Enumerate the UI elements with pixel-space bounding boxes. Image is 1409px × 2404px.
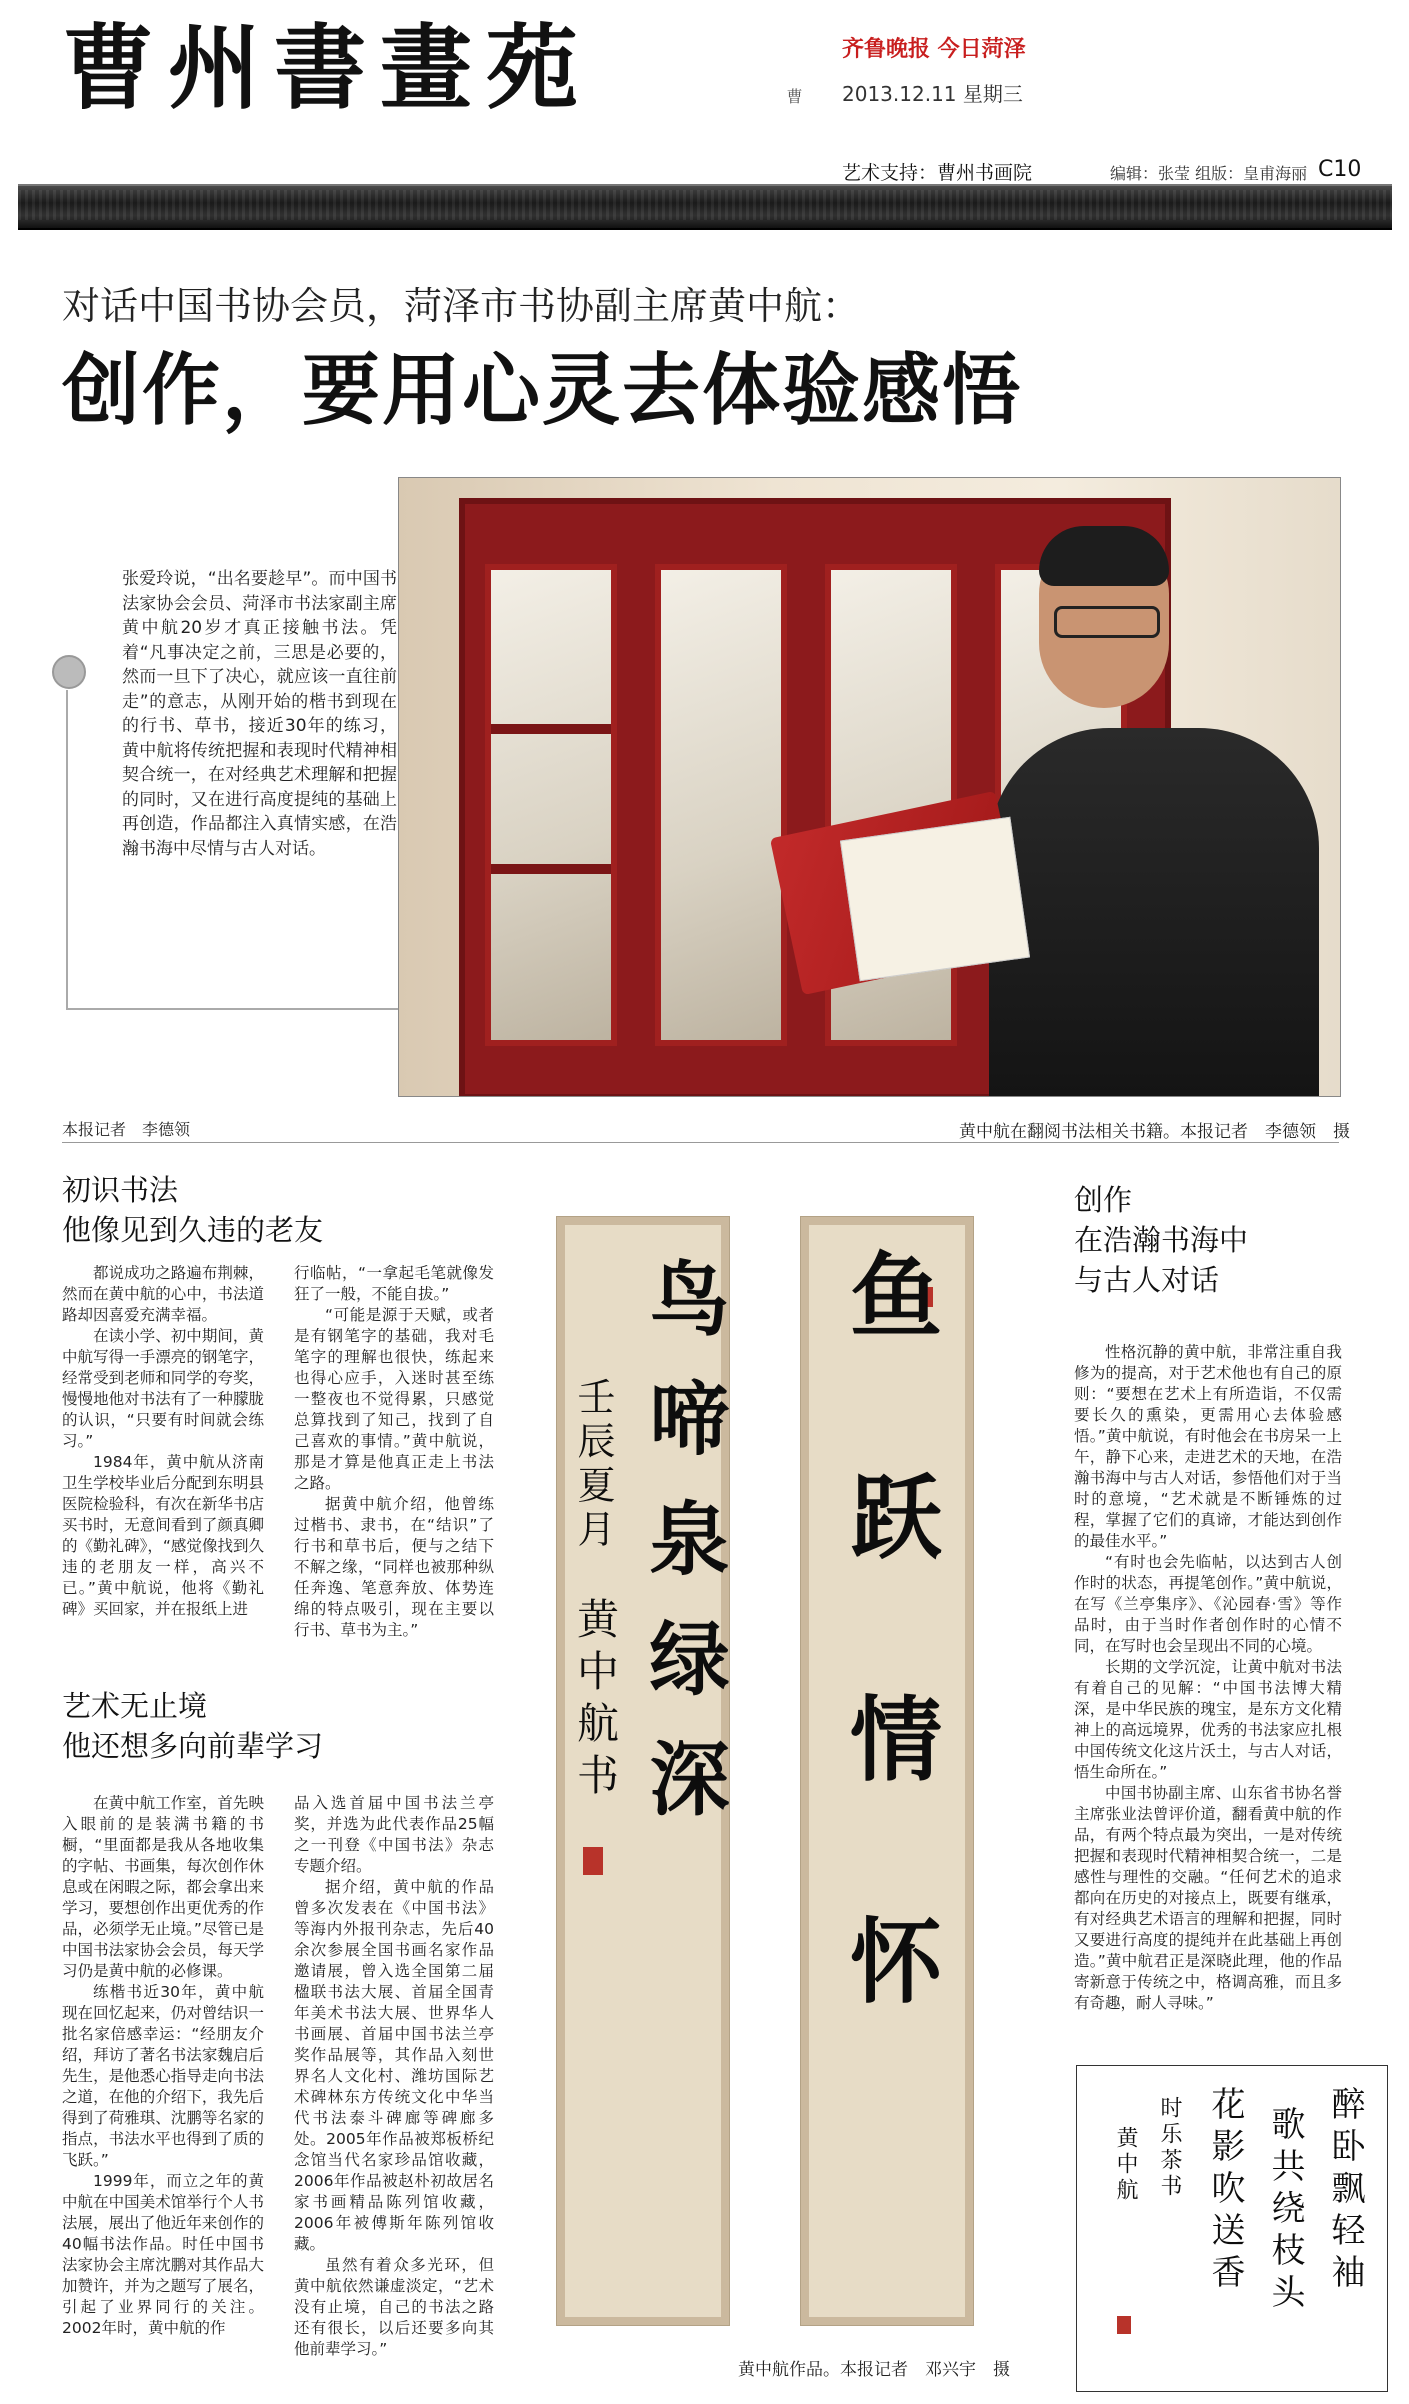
paragraph: 在黄中航工作室，首先映入眼前的是装满书籍的书橱，“里面都是我从各地收集的字帖、书画集，每次创作休息或在闲暇之际，都会拿出来学习，要想创作出更优秀的作品，必须学无止境。”尽管已是中国书法家协会会员，每天学习仍是黄中航的必修课。 <box>62 1794 264 1980</box>
photo-book-page <box>840 817 1030 982</box>
paragraph: 性格沉静的黄中航，非常注重自我修为的提高，对于艺术他也有自己的原则：“要想在艺术上有所造诣，不仅需要长久的熏染，更需用心去体验感悟。”黄中航说，有时他会在书房呆一上午，静下心来，走进艺术的天地，在浩瀚书海中与古人对话，参悟他们对于当时的意境，“艺术就是不断锤炼的过程，掌握了它们的真谛，才能达到创作的最佳水平。” <box>1074 1343 1342 1550</box>
section1-column2 <box>294 1263 494 1641</box>
paragraph: 据介绍，黄中航的作品曾多次发表在《中国书法》等海内外报刊杂志，先后40余次参展全国书画名家作品邀请展，曾入选全国第二届楹联书法大展、首届全国青年美术书法大展、世界华人书画展、首届中国书法兰亭奖作品展等，其作品入刻世界名人文化村、潍坊国际艺术碑林东方传统文化中华当代书法泰斗碑廊等碑廊多处。2005年作品被郑板桥纪念馆当代名家珍品馆收藏，2006年作品被赵朴初故居名家书画精品陈列馆收藏，2006年被傅斯年陈列馆收藏。 <box>294 1878 494 2253</box>
intro-rule-horizontal <box>66 1008 398 1010</box>
bookcase-pane <box>655 564 787 1046</box>
section2-title <box>62 1686 323 1766</box>
issue-date: 2013.12.11 星期三 <box>842 82 1023 106</box>
paragraph: 品入选首届中国书法兰亭奖，并选为此代表作品25幅之一刊登《中国书法》杂志专题介绍。 <box>294 1794 494 1875</box>
bookcase-shelf <box>491 864 611 874</box>
paragraph: 都说成功之路遍布荆棘，然而在黄中航的心中，书法道路却因喜爱充满幸福。 <box>62 1264 264 1324</box>
small-work-signature: 黄中航 <box>1113 2126 1138 2204</box>
paragraph: “可能是源于天赋，或者是有钢笔字的基础，我对毛笔字的理解也很快，练起来也得心应手，入迷时甚至练一整夜也不觉得累，只感觉总算找到了知己，找到了自己喜欢的事情。”黄中航说，那是才算是他真正走上书法之路。 <box>294 1306 494 1492</box>
masthead-seal: 曹 <box>784 88 803 104</box>
bookcase-shelf <box>491 724 611 734</box>
section2-title-line2: 他还想多向前辈学习 <box>62 1729 324 1763</box>
paragraph: 在读小学、初中期间，黄中航写得一手漂亮的钢笔字，经常受到老师和同学的夸奖，慢慢地他对书法有了一种朦胧的认识，“只要有时间就会练习。” <box>62 1327 264 1450</box>
inscription-signature: 黄中航书 <box>571 1597 620 1805</box>
photo-caption: 黄中航在翻阅书法相关书籍。本报记者 李德领 摄 <box>959 1122 1350 1142</box>
intro-bullet-icon <box>52 655 86 689</box>
paragraph: 1999年，而立之年的黄中航在中国美术馆举行个人书法展，展出了他近年来创作的40幅书法作品。时任中国书法家协会主席沈鹏对其作品大加赞许，并为之题写了展名，引起了业界同行的关注。2002年时，黄中航的作 <box>62 2172 264 2337</box>
artist-seal <box>583 1847 603 1875</box>
section1-title-line2: 他像见到久违的老友 <box>62 1213 324 1247</box>
left-scroll-text: 鸟啼泉绿深 <box>636 1257 730 1857</box>
small-work-column: 歌共绕枝头 <box>1265 2106 1305 2316</box>
small-work-inscription: 时乐茶书 <box>1157 2096 1182 2200</box>
section2-column1 <box>62 1793 264 2339</box>
masthead-title: 曹州書畫苑 <box>62 14 593 122</box>
section2-title-line1: 艺术无止境 <box>62 1689 208 1723</box>
section3-title-line2: 在浩瀚书海中 <box>1074 1223 1249 1257</box>
paragraph: 行临帖，“一拿起毛笔就像发狂了一般，不能自拔。” <box>294 1264 494 1303</box>
intro-rule-vertical <box>66 690 68 1008</box>
page-number: C10 <box>1318 157 1362 182</box>
section-divider <box>62 1142 1339 1143</box>
small-work-column: 花影吹送香 <box>1205 2086 1245 2296</box>
paragraph: “有时也会先临帖，以达到古人创作时的状态，再提笔创作。”黄中航说，在写《兰亭集序》、《沁园春·雪》等作品时，由于当时作者创作时的心情不同，在写时也会呈现出不同的心境。 <box>1074 1553 1342 1655</box>
art-support: 艺术支持：曹州书画院 <box>842 162 1033 184</box>
calligraphy-scroll-left <box>556 1216 730 2326</box>
section3-title-line3: 与古人对话 <box>1074 1263 1220 1297</box>
masthead-bar-texture <box>18 190 1392 220</box>
article-byline: 本报记者 李德领 <box>62 1120 191 1139</box>
photo-person-hair <box>1039 526 1169 586</box>
calligraphy-scroll-right <box>800 1216 974 2326</box>
section1-title <box>62 1170 323 1250</box>
section3-title <box>1074 1180 1248 1300</box>
editors: 编辑：张莹 组版：皇甫海丽 <box>1110 164 1308 183</box>
paragraph: 中国书协副主席、山东省书协名誉主席张业法曾评价道，翻看黄中航的作品，有两个特点最为突出，一是对传统把握和表现时代精神相契合统一，二是感性与理性的交融。“任何艺术的追求都向在历史的对接点上，既要有继承，有对经典艺术语言的理解和把握，同时又要进行高度的提纯并在此基础上再创造。”黄中航君正是深晓此理，他的作品寄新意于传统之中，格调高雅，而且多有奇趣，耐人寻味。” <box>1074 1784 1342 2012</box>
section2-column2 <box>294 1793 494 2360</box>
section3-column <box>1074 1342 1342 2014</box>
paragraph: 虽然有着众多光环，但黄中航依然谦虚淡定，“艺术没有止境，自己的书法之路还有很长，以后还要多向其他前辈学习。” <box>294 2256 494 2358</box>
right-scroll-text: 鱼跃情怀 <box>835 1247 943 2135</box>
paragraph: 长期的文学沉淀，让黄中航对书法有着自己的见解：“中国书法博大精深，是中华民族的瑰宝，是东方文化精神上的高远境界，优秀的书法家应扎根中国传统文化这片沃土，与古人对话，悟生命所在。” <box>1074 1658 1342 1781</box>
bookcase-pane <box>485 564 617 1046</box>
feature-photo <box>398 477 1341 1097</box>
small-work-column: 醉卧飘轻袖 <box>1325 2086 1365 2296</box>
paragraph: 练楷书近30年，黄中航现在回忆起来，仍对曾结识一批名家倍感幸运：“经朋友介绍，拜访了著名书法家魏启后先生，是他悉心指导走向书法之道，在他的介绍下，我先后得到了荷雅琪、沈鹏等名家的指点，书法水平也得到了质的飞跃。” <box>62 1983 264 2169</box>
article-kicker: 对话中国书协会员，菏泽市书协副主席黄中航： <box>62 284 861 328</box>
section1-title-line1: 初识书法 <box>62 1173 179 1207</box>
article-intro: 张爱玲说，“出名要趁早”。而中国书法家协会会员、菏泽市书法家副主席黄中航20岁才真正接触书法。凭着“凡事决定之前，三思是必要的，然而一旦下了决心，就应该一直往前走”的意志，从刚开始的楷书到现在的行书、草书，接近30年的练习，黄中航将传统把握和表现时代精神相契合统一，在对经典艺术理解和把握的同时，又在进行高度提纯的基础上再创造，作品都注入真情实感，在浩瀚书海中尽情与古人对话。 <box>122 569 397 859</box>
section3-title-line1: 创作 <box>1074 1183 1133 1217</box>
small-calligraphy-work <box>1076 2065 1388 2392</box>
inscription-date: 壬辰夏月 <box>571 1377 615 1553</box>
photo-person-glasses <box>1054 606 1160 638</box>
small-work-seal <box>1117 2316 1131 2334</box>
paragraph: 1984年，黄中航从济南卫生学校毕业后分配到东明县医院检验科，有次在新华书店买书时，无意间看到了颜真卿的《勤礼碑》，“感觉像找到久违的老朋友一样，高兴不已。”黄中航说，他将《勤礼碑》买回家，并在报纸上进 <box>62 1453 264 1618</box>
newspaper-brand: 齐鲁晚报 今日菏泽 <box>842 36 1026 62</box>
photo-person-coat <box>989 728 1319 1097</box>
paragraph: 据黄中航介绍，他曾练过楷书、隶书，在“结识”了行书和草书后，便与之结下不解之缘，“同样也被那种纵任奔逸、笔意奔放、体势连绵的特点吸引，现在主要以行书、草书为主。” <box>294 1495 494 1639</box>
article-headline: 创作，要用心灵去体验感悟 <box>62 346 1023 436</box>
section1-column1 <box>62 1263 264 1620</box>
calligraphy-caption: 黄中航作品。本报记者 邓兴宇 摄 <box>738 2360 1010 2380</box>
